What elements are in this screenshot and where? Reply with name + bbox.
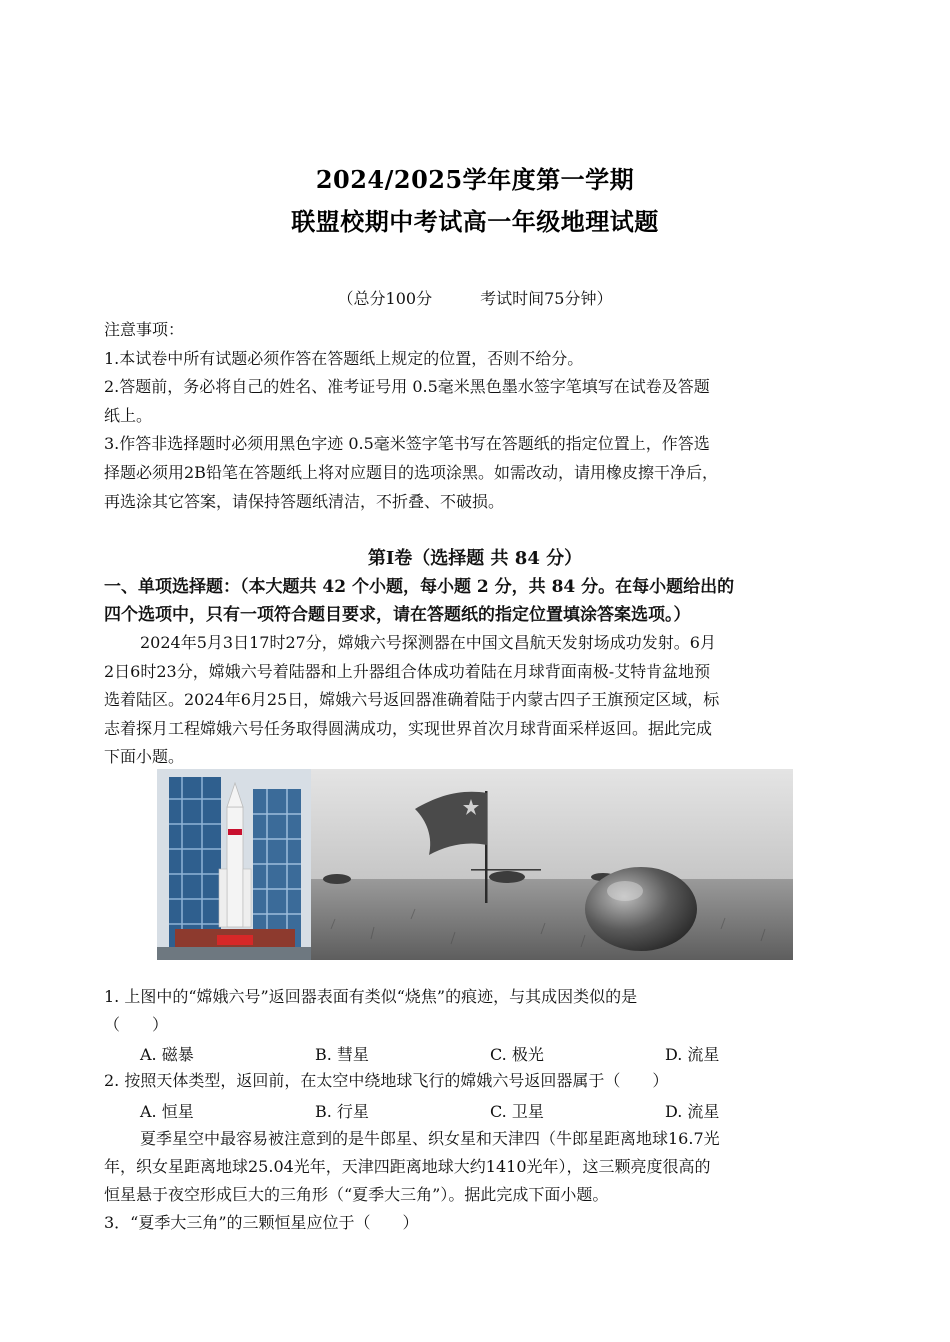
- option-a[interactable]: A. 恒星: [140, 1102, 194, 1121]
- note-line: 再选涂其它答案，请保持答题纸清洁，不折叠、不破损。: [104, 492, 505, 511]
- option-c[interactable]: C. 卫星: [490, 1102, 544, 1121]
- option-c[interactable]: C. 极光: [490, 1045, 544, 1064]
- total-score: （总分100分: [337, 289, 433, 308]
- note-line: 3.作答非选择题时必须用黑色字迹 0.5毫米签字笔书写在答题纸的指定位置上，作答选: [104, 434, 710, 453]
- question-2-stem: 2. 按照天体类型，返回前，在太空中绕地球飞行的嫦娥六号返回器属于（ ）: [104, 1071, 669, 1090]
- question-1-blank: （ ）: [104, 1015, 169, 1034]
- passage1-line: 2024年5月3日17时27分，嫦娥六号探测器在中国文昌航天发射场成功发射。6月: [140, 633, 716, 652]
- option-b[interactable]: B. 彗星: [315, 1045, 369, 1064]
- passage1-line: 下面小题。: [104, 747, 185, 766]
- rocket-launch-photo: [157, 769, 312, 960]
- note-line: 择题必须用2B铅笔在答题纸上将对应题目的选项涂黑。如需改动，请用橡皮擦干净后，: [104, 463, 718, 482]
- notes-heading: 注意事项：: [104, 320, 185, 339]
- option-b[interactable]: B. 行星: [315, 1102, 369, 1121]
- capsule-illustration: [311, 769, 793, 960]
- option-d[interactable]: D. 流星: [665, 1102, 720, 1121]
- passage2-line: 年，织女星距离地球25.04光年，天津四距离地球大约1410光年），这三颗亮度很高的: [104, 1157, 711, 1176]
- exam-time: 考试时间75分钟）: [480, 289, 613, 308]
- section-instruction: 四个选项中，只有一项符合题目要求，请在答题纸的指定位置填涂答案选项。）: [104, 605, 691, 625]
- note-line: 2.答题前，务必将自己的姓名、准考证号用 0.5毫米黑色墨水签字笔填写在试卷及答题: [104, 377, 710, 396]
- exam-title-line2: 联盟校期中考试高一年级地理试题: [291, 207, 659, 236]
- question-3-stem: 3．“夏季大三角”的三颗恒星应位于（ ）: [104, 1213, 419, 1232]
- passage1-line: 志着探月工程嫦娥六号任务取得圆满成功，实现世界首次月球背面采样返回。据此完成: [104, 719, 713, 738]
- question-1-stem: 1. 上图中的“嫦娥六号”返回器表面有类似“烧焦”的痕迹，与其成因类似的是: [104, 987, 638, 1006]
- note-line: 纸上。: [104, 406, 153, 425]
- question-2-options: [140, 1099, 840, 1122]
- passage1-line: 选着陆区。2024年6月25日，嫦娥六号返回器准确着陆于内蒙古四子王旗预定区域，标: [104, 690, 720, 709]
- question-1-options: [140, 1042, 840, 1065]
- capsule-landing-photo: [311, 769, 793, 960]
- passage1-line: 2日6时23分，嫦娥六号着陆器和上升器组合体成功着陆在月球背面南极-艾特肯盆地预: [104, 662, 711, 681]
- section-heading: 第Ⅰ卷（选择题 共 84 分）: [367, 548, 583, 569]
- exam-title-line1: 2024/2025学年度第一学期: [315, 165, 635, 194]
- option-d[interactable]: D. 流星: [665, 1045, 720, 1064]
- note-line: 1.本试卷中所有试题必须作答在答题纸上规定的位置，否则不给分。: [104, 349, 584, 368]
- exam-meta: [0, 286, 950, 309]
- section-instruction: 一、单项选择题：（本大题共 42 个小题，每小题 2 分，共 84 分。在每小题给出的: [104, 577, 735, 597]
- option-a[interactable]: A. 磁暴: [140, 1045, 194, 1064]
- rocket-illustration: [157, 769, 312, 960]
- passage2-line: 夏季星空中最容易被注意到的是牛郎星、织女星和天津四（牛郎星距离地球16.7光: [140, 1129, 720, 1148]
- passage2-line: 恒星悬于夜空形成巨大的三角形（“夏季大三角”）。据此完成下面小题。: [104, 1185, 609, 1204]
